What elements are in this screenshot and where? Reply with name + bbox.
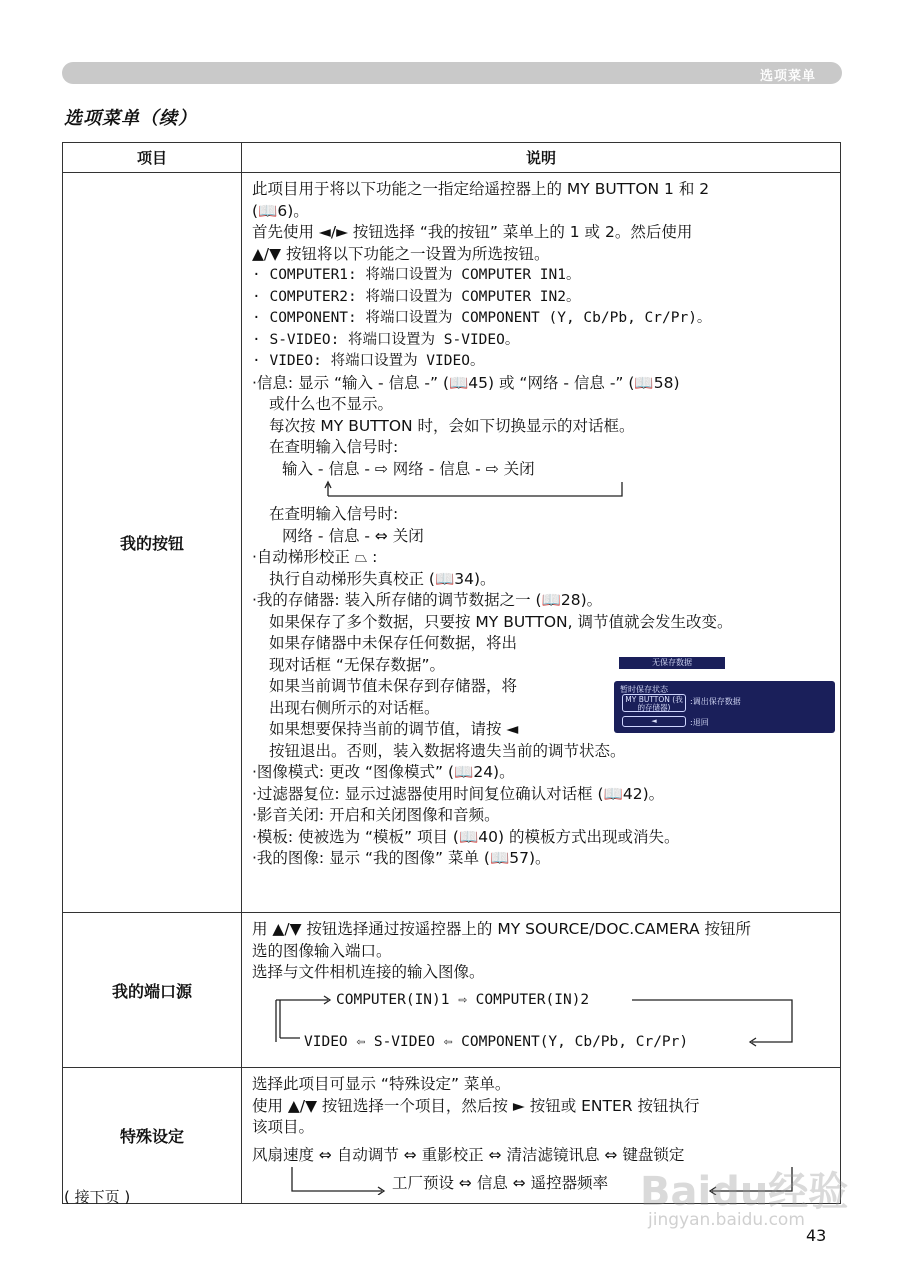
header-desc: 说明	[242, 143, 841, 173]
desc-line: 按钮退出。否则，装入数据将遗失当前的调节状态。	[269, 741, 626, 760]
desc-line: ·信息: 显示 “输入 - 信息 -” (📖45) 或 “网络 - 信息 -” (📖58)	[252, 373, 680, 392]
flow-top: COMPUTER(IN)1 ⇨ COMPUTER(IN)2	[336, 991, 590, 1008]
desc-line: 此项目用于将以下功能之一指定给遥控器上的 MY BUTTON 1 和 2	[252, 180, 710, 198]
desc-line: 在查明输入信号时:	[269, 505, 399, 523]
desc-line: 选的图像输入端口。	[252, 941, 392, 960]
watermark-brand: Baidu经验	[640, 1169, 849, 1215]
desc-line: 选择与文件相机连接的输入图像。	[252, 963, 485, 981]
desc-line: 出现右侧所示的对话框。	[269, 698, 440, 717]
desc-line: 使用 ▲/▼ 按钮选择一个项目，然后按 ► 按钮或 ENTER 按钮执行	[252, 1096, 700, 1115]
desc-line: 每次按 MY BUTTON 时，会如下切换显示的对话框。	[269, 416, 635, 435]
my-button-recall-button[interactable]: MY BUTTON (我的存储器)	[622, 694, 686, 712]
desc-line: ▲/▼ 按钮将以下功能之一设置为所选按钮。	[252, 244, 550, 263]
desc-line: ·我的存储器: 装入所存储的调节数据之一 (📖28)。	[252, 591, 603, 609]
options-table	[62, 142, 841, 1204]
desc-line: 选择此项目可显示 “特殊设定” 菜单。	[252, 1075, 511, 1093]
source-cycle-diagram	[252, 984, 832, 1056]
desc-line: ·自动梯形校正 ⏢ :	[252, 548, 378, 566]
desc-line: 执行自动梯形失真校正 (📖34)。	[269, 569, 496, 588]
flow-bottom: 工厂预设 ⇔ 信息 ⇔ 遥控器频率	[392, 1173, 609, 1192]
temp-save-dialog	[614, 681, 835, 733]
table-row	[63, 913, 841, 1068]
section-header-bar	[62, 62, 842, 84]
page-number: 43	[806, 1226, 827, 1245]
dialog-title: 暂时保存状态	[620, 685, 668, 694]
desc-line: 在查明输入信号时:	[269, 438, 399, 456]
desc-line: · COMPONENT: 将端口设置为 COMPONENT (Y, Cb/Pb, Cr/Pr)。	[252, 310, 712, 326]
header-item: 项目	[63, 143, 242, 173]
desc-line: · COMPUTER2: 将端口设置为 COMPUTER IN2。	[252, 288, 581, 305]
desc-line: ·图像模式: 更改 “图像模式” (📖24)。	[252, 763, 515, 781]
desc-line: 如果保存了多个数据，只要按 MY BUTTON, 调节值就会发生改变。	[269, 612, 733, 631]
section-label: 选项菜单	[759, 69, 816, 84]
item-name-my-source: 我的端口源	[63, 913, 242, 1068]
desc-line: 或什么也不显示。	[269, 395, 394, 413]
continued-note: ( 接下页 )	[64, 1188, 131, 1206]
item-name-my-button: 我的按钮	[63, 173, 242, 913]
desc-line: ·过滤器复位: 显示过滤器使用时间复位确认对话框 (📖42)。	[252, 784, 665, 803]
page-title: 选项菜单（续）	[64, 108, 197, 129]
desc-line: · COMPUTER1: 将端口设置为 COMPUTER IN1。	[252, 267, 581, 283]
flow-line: 网络 - 信息 - ⇔ 关闭	[282, 526, 424, 545]
desc-line: 如果想要保持当前的调节值，请按 ◄	[269, 720, 519, 738]
desc-line: ·影音关闭: 开启和关闭图像和音频。	[252, 806, 500, 824]
desc-line: 该项目。	[252, 1118, 315, 1136]
desc-line: · VIDEO: 将端口设置为 VIDEO。	[252, 353, 485, 369]
desc-line: ·我的图像: 显示 “我的图像” 菜单 (📖57)。	[252, 849, 551, 867]
item-desc-my-button	[242, 173, 841, 913]
desc-line: 首先使用 ◄/► 按钮选择 “我的按钮” 菜单上的 1 或 2。然后使用	[252, 223, 693, 241]
desc-line: ·模板: 使被选为 “模板” 项目 (📖40) 的模板方式出现或消失。	[252, 827, 680, 846]
desc-line: 如果存储器中未保存任何数据，将出	[269, 634, 518, 652]
item-desc-my-source	[242, 913, 841, 1068]
flow-top: 风扇速度 ⇔ 自动调节 ⇔ 重影校正 ⇔ 清洁滤镜讯息 ⇔ 键盘锁定	[252, 1145, 685, 1164]
watermark-url: jingyan.baidu.com	[648, 1210, 805, 1230]
desc-line: 用 ▲/▼ 按钮选择通过按遥控器上的 MY SOURCE/DOC.CAMERA 按钮所	[252, 920, 751, 938]
flow-bottom: VIDEO ⇦ S-VIDEO ⇦ COMPONENT(Y, Cb/Pb, Cr/Pr)	[304, 1033, 689, 1050]
dialog-btn2-desc: :退回	[690, 718, 709, 727]
desc-line: 现对话框 “无保存数据”。	[269, 655, 445, 674]
desc-line: · S-VIDEO: 将端口设置为 S-VIDEO。	[252, 331, 520, 348]
item-name-special-settings: 特殊设定	[63, 1068, 242, 1204]
table-header-row	[63, 143, 841, 173]
loop-arrow	[324, 480, 654, 498]
back-button[interactable]: ◄	[622, 716, 686, 727]
no-saved-data-dialog: 无保存数据	[619, 657, 725, 669]
flow-line: 输入 - 信息 - ⇨ 网络 - 信息 - ⇨ 关闭	[282, 459, 535, 478]
desc-line: (📖6)。	[252, 201, 309, 220]
dialog-btn1-desc: :调出保存数据	[690, 697, 741, 706]
table-row	[63, 173, 841, 913]
desc-line: 如果当前调节值未保存到存储器，将	[269, 677, 518, 695]
